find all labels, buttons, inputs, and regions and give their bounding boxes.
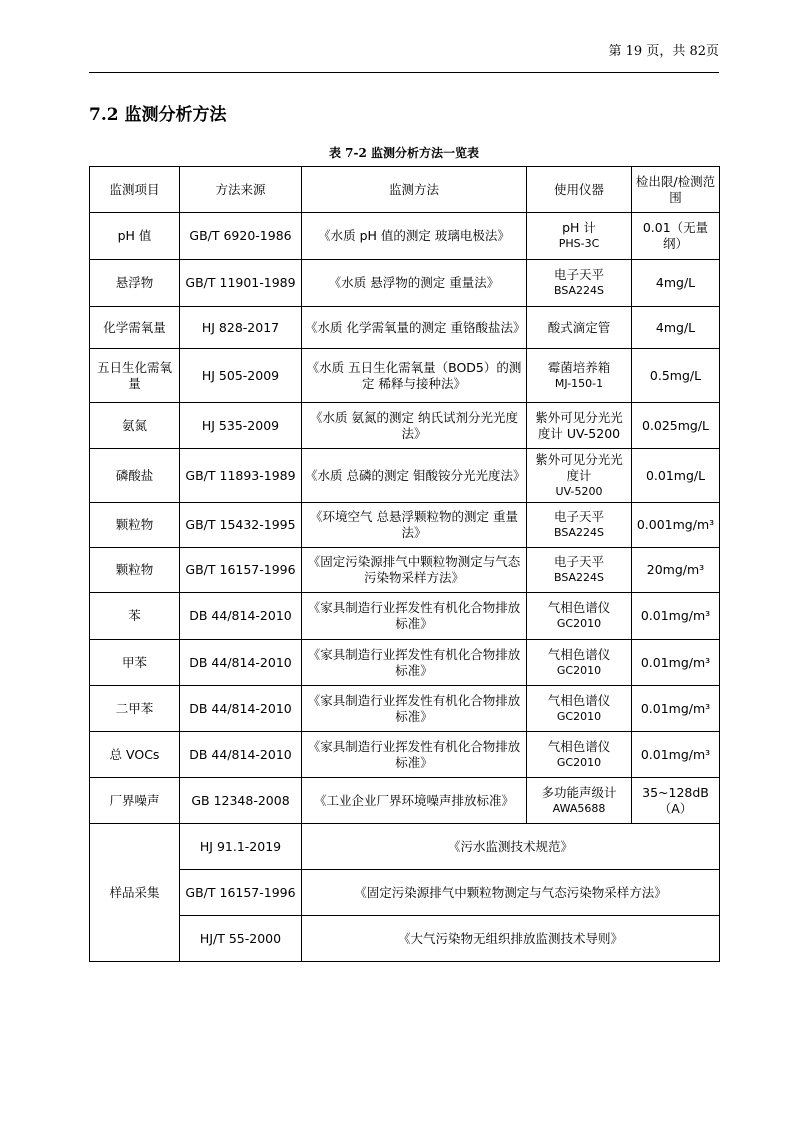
method-cell: 《固定污染源排气中颗粒物测定与气态污染物采样方法》 <box>302 870 720 916</box>
instrument-cell <box>527 307 632 349</box>
page-number-header: 第 19 页，共 82页 <box>608 44 719 59</box>
instrument-cell <box>527 686 632 732</box>
instrument-name: 霉菌培养箱 <box>547 359 611 375</box>
method-cell: 《水质 五日生化需氧量（BOD5）的测定 稀释与接种法》 <box>302 349 527 403</box>
method-cell: 《工业企业厂界环境噪声排放标准》 <box>302 778 527 824</box>
source-cell: GB/T 15432-1995 <box>180 503 302 548</box>
limit-cell: 0.001mg/m³ <box>632 503 720 548</box>
column-header-limit: 检出限/检测范围 <box>632 167 720 213</box>
item-cell: 总 VOCs <box>90 732 180 778</box>
monitoring-methods-table <box>89 166 720 962</box>
source-cell: GB 12348-2008 <box>180 778 302 824</box>
method-cell: 《家具制造行业挥发性有机化合物排放标准》 <box>302 640 527 686</box>
item-cell: 甲苯 <box>90 640 180 686</box>
instrument-cell <box>527 778 632 824</box>
table-row <box>90 778 720 824</box>
method-cell: 《水质 总磷的测定 钼酸铵分光光度法》 <box>302 449 527 503</box>
source-cell: GB/T 16157-1996 <box>180 870 302 916</box>
item-cell: 苯 <box>90 593 180 640</box>
table-row <box>90 213 720 260</box>
column-header-method: 监测方法 <box>302 167 527 213</box>
item-cell: 化学需氧量 <box>90 307 180 349</box>
instrument-model: GC2010 <box>556 755 602 769</box>
method-cell: 《水质 pH 值的测定 玻璃电极法》 <box>302 213 527 260</box>
instrument-cell <box>527 640 632 686</box>
table-row <box>90 640 720 686</box>
instrument-name: 紫外可见分光光度计 <box>535 451 623 483</box>
method-cell: 《固定污染源排气中颗粒物测定与气态污染物采样方法》 <box>302 548 527 593</box>
table-row <box>90 260 720 307</box>
table-row <box>90 732 720 778</box>
instrument-cell <box>527 349 632 403</box>
instrument-cell <box>527 449 632 503</box>
table-row <box>90 403 720 449</box>
limit-cell: 35~128dB（A） <box>632 778 720 824</box>
instrument-cell <box>527 260 632 307</box>
instrument-name: 电子天平 <box>553 554 604 569</box>
instrument-name: 电子天平 <box>553 267 604 282</box>
item-cell: 磷酸盐 <box>90 449 180 503</box>
instrument-model: BSA224S <box>553 284 605 297</box>
limit-cell: 0.01mg/m³ <box>632 732 720 778</box>
instrument-model: AWA5688 <box>552 801 606 815</box>
instrument-model: GC2010 <box>556 663 602 677</box>
instrument-cell <box>527 213 632 260</box>
section-heading: 7.2 监测分析方法 <box>89 105 227 125</box>
method-cell: 《水质 氨氮的测定 纳氏试剂分光光度法》 <box>302 403 527 449</box>
limit-cell: 4mg/L <box>632 307 720 349</box>
limit-cell: 0.01mg/m³ <box>632 593 720 640</box>
table-row <box>90 593 720 640</box>
limit-cell: 20mg/m³ <box>632 548 720 593</box>
instrument-model: UV-5200 <box>555 484 603 498</box>
method-cell: 《水质 化学需氧量的测定 重铬酸盐法》 <box>302 307 527 349</box>
source-cell: HJ 535-2009 <box>180 403 302 449</box>
instrument-model: MJ-150-1 <box>554 376 604 390</box>
instrument-model: BSA224S <box>553 526 605 539</box>
sampling-row <box>90 824 720 870</box>
instrument-name: 多功能声级计 <box>541 784 617 800</box>
sampling-row <box>90 916 720 962</box>
instrument-cell <box>527 732 632 778</box>
column-header-item: 监测项目 <box>90 167 180 213</box>
source-cell: DB 44/814-2010 <box>180 686 302 732</box>
table-header-row <box>90 167 720 213</box>
column-header-source: 方法来源 <box>180 167 302 213</box>
instrument-name: 酸式滴定管 <box>547 319 611 335</box>
item-cell: 颗粒物 <box>90 548 180 593</box>
instrument-name: 气相色谱仪 <box>547 692 611 708</box>
instrument-cell <box>527 548 632 593</box>
method-cell: 《家具制造行业挥发性有机化合物排放标准》 <box>302 732 527 778</box>
sampling-row <box>90 870 720 916</box>
table-row <box>90 686 720 732</box>
table-row <box>90 449 720 503</box>
limit-cell: 0.01mg/m³ <box>632 640 720 686</box>
instrument-name: 气相色谱仪 <box>547 600 611 615</box>
instrument-name: 紫外可见分光光度计 UV-5200 <box>535 409 623 441</box>
source-cell: GB/T 16157-1996 <box>180 548 302 593</box>
item-cell: 二甲苯 <box>90 686 180 732</box>
table-row <box>90 503 720 548</box>
limit-cell: 0.01mg/m³ <box>632 686 720 732</box>
column-header-instrument: 使用仪器 <box>527 167 632 213</box>
instrument-cell <box>527 503 632 548</box>
item-cell: 悬浮物 <box>90 260 180 307</box>
instrument-model: BSA224S <box>553 571 605 584</box>
limit-cell: 0.5mg/L <box>632 349 720 403</box>
source-cell: HJ 91.1-2019 <box>180 824 302 870</box>
limit-cell: 0.01mg/L <box>632 449 720 503</box>
item-cell: 氨氮 <box>90 403 180 449</box>
source-cell: GB/T 11893-1989 <box>180 449 302 503</box>
source-cell: GB/T 6920-1986 <box>180 213 302 260</box>
limit-cell: 0.01（无量纲） <box>632 213 720 260</box>
source-cell: GB/T 11901-1989 <box>180 260 302 307</box>
source-cell: HJ/T 55-2000 <box>180 916 302 962</box>
instrument-model: PHS-3C <box>558 237 600 250</box>
instrument-model: GC2010 <box>556 617 602 630</box>
source-cell: DB 44/814-2010 <box>180 640 302 686</box>
table-row <box>90 349 720 403</box>
source-cell: HJ 505-2009 <box>180 349 302 403</box>
method-cell: 《大气污染物无组织排放监测技术导则》 <box>302 916 720 962</box>
instrument-model: GC2010 <box>556 709 602 723</box>
item-cell: 厂界噪声 <box>90 778 180 824</box>
instrument-name: 气相色谱仪 <box>547 646 611 662</box>
instrument-name: 电子天平 <box>553 509 604 524</box>
instrument-cell <box>527 593 632 640</box>
method-cell: 《水质 悬浮物的测定 重量法》 <box>302 260 527 307</box>
instrument-name: pH 计 <box>562 220 596 235</box>
instrument-cell <box>527 403 632 449</box>
item-cell: 五日生化需氧量 <box>90 349 180 403</box>
source-cell: DB 44/814-2010 <box>180 732 302 778</box>
table-caption: 表 7-2 监测分析方法一览表 <box>328 146 480 160</box>
limit-cell: 4mg/L <box>632 260 720 307</box>
method-cell: 《家具制造行业挥发性有机化合物排放标准》 <box>302 593 527 640</box>
limit-cell: 0.025mg/L <box>632 403 720 449</box>
sampling-item-cell: 样品采集 <box>90 824 180 962</box>
item-cell: pH 值 <box>90 213 180 260</box>
table-row <box>90 548 720 593</box>
source-cell: HJ 828-2017 <box>180 307 302 349</box>
header-rule <box>89 72 719 73</box>
table-row <box>90 307 720 349</box>
method-cell: 《环境空气 总悬浮颗粒物的测定 重量法》 <box>302 503 527 548</box>
item-cell: 颗粒物 <box>90 503 180 548</box>
instrument-name: 气相色谱仪 <box>547 738 611 754</box>
method-cell: 《污水监测技术规范》 <box>302 824 720 870</box>
source-cell: DB 44/814-2010 <box>180 593 302 640</box>
method-cell: 《家具制造行业挥发性有机化合物排放标准》 <box>302 686 527 732</box>
